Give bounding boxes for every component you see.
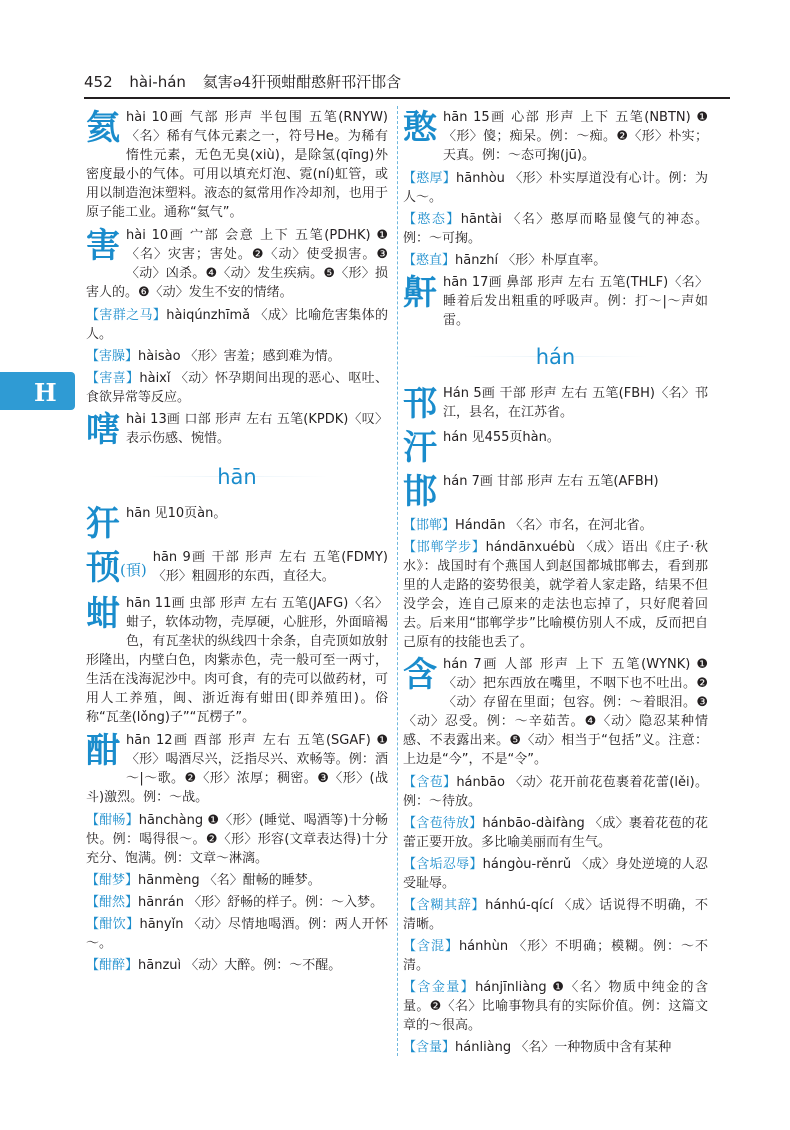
column-separator [397,106,398,1056]
word-definition: hánbāo 〈动〉花开前花苞裹着花蕾(lěi)。例：～待放。 [403,775,708,809]
entry-han-3 [86,594,388,727]
word-definition: hānchàng ❶〈形〉(睡觉、喝酒等)十分畅快。例：喝得很～。❷〈形〉形容(文章表达得)十分充分、饱满。例：文章～淋漓。 [86,813,388,866]
word-definition: hánhùn 〈形〉不明确；模糊。例：～不清。 [403,939,708,973]
word-headword: 【含金量】 [403,980,476,995]
head-character: 汗 [403,428,437,468]
entry-definition: Hán 5画 干部 形声 左右 五笔(FBH)〈名〉邗江，县名，在江苏省。 [443,386,708,420]
compound-word [403,210,708,248]
word-headword: 【酣畅】 [86,813,139,828]
head-character [86,548,147,590]
word-headword: 【邯郸】 [403,518,456,533]
section-thumb-tab [0,372,75,410]
syllable-heading: hān [86,464,388,490]
entry-han-1 [86,504,388,544]
compound-word [403,169,708,207]
compound-word [403,251,708,270]
word-headword: 【害群之马】 [86,308,167,323]
word-definition: hānzhí 〈形〉朴厚直率。 [455,253,607,268]
word-headword: 【含量】 [403,1040,456,1055]
compound-word [403,1038,708,1057]
word-definition: hàiqúnzhīmǎ 〈成〉比喻危害集体的人。 [86,308,388,342]
compound-word [86,369,388,407]
entry-definition: hān 11画 虫部 形声 左右 五笔(JAFG)〈名〉蚶子，软体动物，壳厚硬，心脏形，外面暗褐色，有瓦垄状的纵线四十余条，自壳顶如放射形隆出，内壁白色，肉紫赤色，壳一般可至一两寸，生活在浅海泥沙中。肉可食，有的壳可以做药材，可用人工养殖，闽、浙近海有蚶田(即养殖田)。俗称“瓦垄(lǒng)子”“瓦楞子”。 [86,596,388,725]
word-headword: 【含糊其辞】 [403,898,486,913]
compound-word [86,893,388,912]
word-headword: 【含混】 [403,939,459,954]
right-column [403,108,708,1060]
word-headword: 【含垢忍辱】 [403,857,483,872]
header-pinyin-range: hài-hán [129,73,186,91]
syllable-heading: hán [403,344,708,370]
entry-han-2 [86,548,388,590]
word-definition: hánliàng 〈名〉一种物质中含有某种 [455,1040,672,1055]
word-definition: hánbāo-dàifàng 〈成〉裹着花苞的花蕾正要开放。多比喻美丽而有生气。 [403,816,708,850]
word-definition: hánjīnliàng ❶〈名〉物质中纯金的含量。❷〈名〉比喻事物具有的实际价值。例：这篇文章的～很高。 [403,980,708,1033]
entry-han2-1 [403,384,708,424]
entry-han-6 [403,273,708,330]
entry-definition: hān 17画 鼻部 形声 左右 五笔(THLF)〈名〉睡着后发出粗重的呼吸声。例：打～|～声如雷。 [443,275,708,328]
compound-word [403,896,708,934]
word-headword: 【憨厚】 [403,171,457,186]
word-definition: hānmèng 〈名〉酣畅的睡梦。 [138,873,321,888]
compound-word [86,347,388,366]
entry-han2-2 [403,428,708,468]
header-rule [84,97,730,99]
entry-definition: hài 13画 口部 形声 左右 五笔(KPDK)〈叹〉表示伤感、惋惜。 [126,412,388,446]
compound-word [86,956,388,975]
entry-definition: hān 见10页àn。 [126,506,227,521]
head-character: 氦 [86,108,120,148]
page-number: 452 [84,73,113,91]
header-characters: 氦害ǝ4犴顸蚶酣憨鼾邗汗邯含 [202,73,402,91]
word-definition: hándānxuébù 〈成〉语出《庄子·秋水》：战国时有个燕国人到赵国都城邯郸去，看到那里的人走路的姿势很美，就学着人家走路，结果不但没学会，连自己原来的走法也忘掉了，只好爬着回去。后来用“邯郸学步”比喻模仿别人不成，反而把自己原有的技能也丢了。 [403,540,708,650]
head-character: 憨 [403,108,437,148]
word-headword: 【邯郸学步】 [403,540,486,555]
compound-word [86,811,388,868]
compound-word [403,978,708,1035]
entry-hai-2 [86,226,388,302]
head-character: 蚶 [86,594,120,634]
word-definition: hángòu-rěnrǔ 〈成〉身处逆境的人忍受耻辱。 [403,857,708,891]
entry-hai-1 [86,108,388,222]
word-definition: hāntài 〈名〉憨厚而略显傻气的神态。例：～可掬。 [403,212,708,246]
entry-definition: hān 9画 干部 形声 左右 五笔(FDMY)〈形〉粗圆形的东西，直径大。 [152,550,388,584]
head-character: 酣 [86,731,120,771]
word-definition: hánhú-qící 〈成〉话说得不明确，不清晰。 [403,898,708,932]
entry-definition: hān 15画 心部 形声 上下 五笔(NBTN) ❶〈形〉傻；痴呆。例：～痴。❷〈形〉朴实；天真。例：～态可掬(jū)。 [443,110,708,163]
head-character: 含 [403,655,437,695]
word-headword: 【酣梦】 [86,873,139,888]
entry-definition: hán 见455页hàn。 [443,430,560,445]
word-headword: 【憨直】 [403,253,456,268]
word-headword: 【害臊】 [86,349,139,364]
running-header [84,71,730,92]
head-character: 害 [86,226,120,266]
head-character: 鼾 [403,273,437,313]
head-character: 邯 [403,472,437,512]
entry-hai-3 [86,410,388,450]
left-column [86,108,388,978]
entry-han2-3 [403,472,708,512]
word-definition: hānhòu 〈形〉朴实厚道没有心计。例：为人～。 [403,171,708,205]
entry-han2-4 [403,655,708,769]
word-definition: hānrán 〈形〉舒畅的样子。例：～入梦。 [138,895,384,910]
head-character: 邗 [403,384,437,424]
word-definition: hàisào 〈形〉害羞；感到难为情。 [138,349,341,364]
compound-word [403,855,708,893]
word-definition: hānyǐn 〈动〉尽情地喝酒。例：两人开怀～。 [86,917,388,951]
entry-definition: hài 10画 宀部 会意 上下 五笔(PDHK) ❶〈名〉灾害；害处。❷〈动〉使受损害。❸〈动〉凶杀。❹〈动〉发生疾病。❺〈形〉损害人的。❻〈动〉发生不安的情绪。 [86,228,388,300]
word-headword: 【含苞】 [403,775,457,790]
compound-word [86,306,388,344]
word-definition: hàixǐ 〈动〉怀孕期间出现的恶心、呕吐、食欲异常等反应。 [86,371,388,405]
entry-definition: hán 7画 甘部 形声 左右 五笔(AFBH) [443,474,659,489]
compound-word [86,915,388,953]
word-definition: hānzuì 〈动〉大醉。例：～不醒。 [138,958,342,973]
word-headword: 【憨态】 [403,212,461,227]
compound-word [403,937,708,975]
head-character-simplified: 顸 [86,548,120,588]
traditional-variant: (頇) [120,561,147,579]
word-headword: 【含苞待放】 [403,816,483,831]
word-headword: 【酣醉】 [86,958,139,973]
entry-definition: hán 7画 人部 形声 上下 五笔(WYNK) ❶〈动〉把东西放在嘴里，不咽下也不吐出。❷〈动〉存留在里面；包容。例：～着眼泪。❸〈动〉忍受。例：～辛茹苦。❹〈动〉隐忍某种情感、不表露出来。❺〈动〉相当于“包括”义。注意：上边是“今”，不是“令”。 [403,657,708,767]
word-headword: 【酣饮】 [86,917,140,932]
word-headword: 【害喜】 [86,371,140,386]
head-character: 犴 [86,504,120,544]
compound-word [403,814,708,852]
tab-letter: H [34,378,57,407]
compound-word [403,538,708,652]
entry-han-5 [403,108,708,165]
entry-definition: hān 12画 酉部 形声 左右 五笔(SGAF) ❶〈形〉喝酒尽兴，泛指尽兴、欢畅等。例：酒～|～歌。❷〈形〉浓厚；稠密。❸〈形〉(战斗)激烈。例：～战。 [86,733,388,805]
compound-word [403,773,708,811]
head-character: 嗐 [86,410,120,450]
word-headword: 【酣然】 [86,895,139,910]
entry-definition: hài 10画 气部 形声 半包围 五笔(RNYW)〈名〉稀有气体元素之一，符号He。为稀有惰性元素，无色无臭(xiù)，是除氢(qīng)外密度最小的气体。可用以填充灯泡、霓(ní)虹管，或用以制造泡沫塑料。液态的氦常用作冷却剂，也用于原子能工业。通称“氦气”。 [86,110,388,220]
compound-word [403,516,708,535]
compound-word [86,871,388,890]
word-definition: Hándān 〈名〉市名，在河北省。 [455,518,653,533]
entry-han-4 [86,731,388,807]
